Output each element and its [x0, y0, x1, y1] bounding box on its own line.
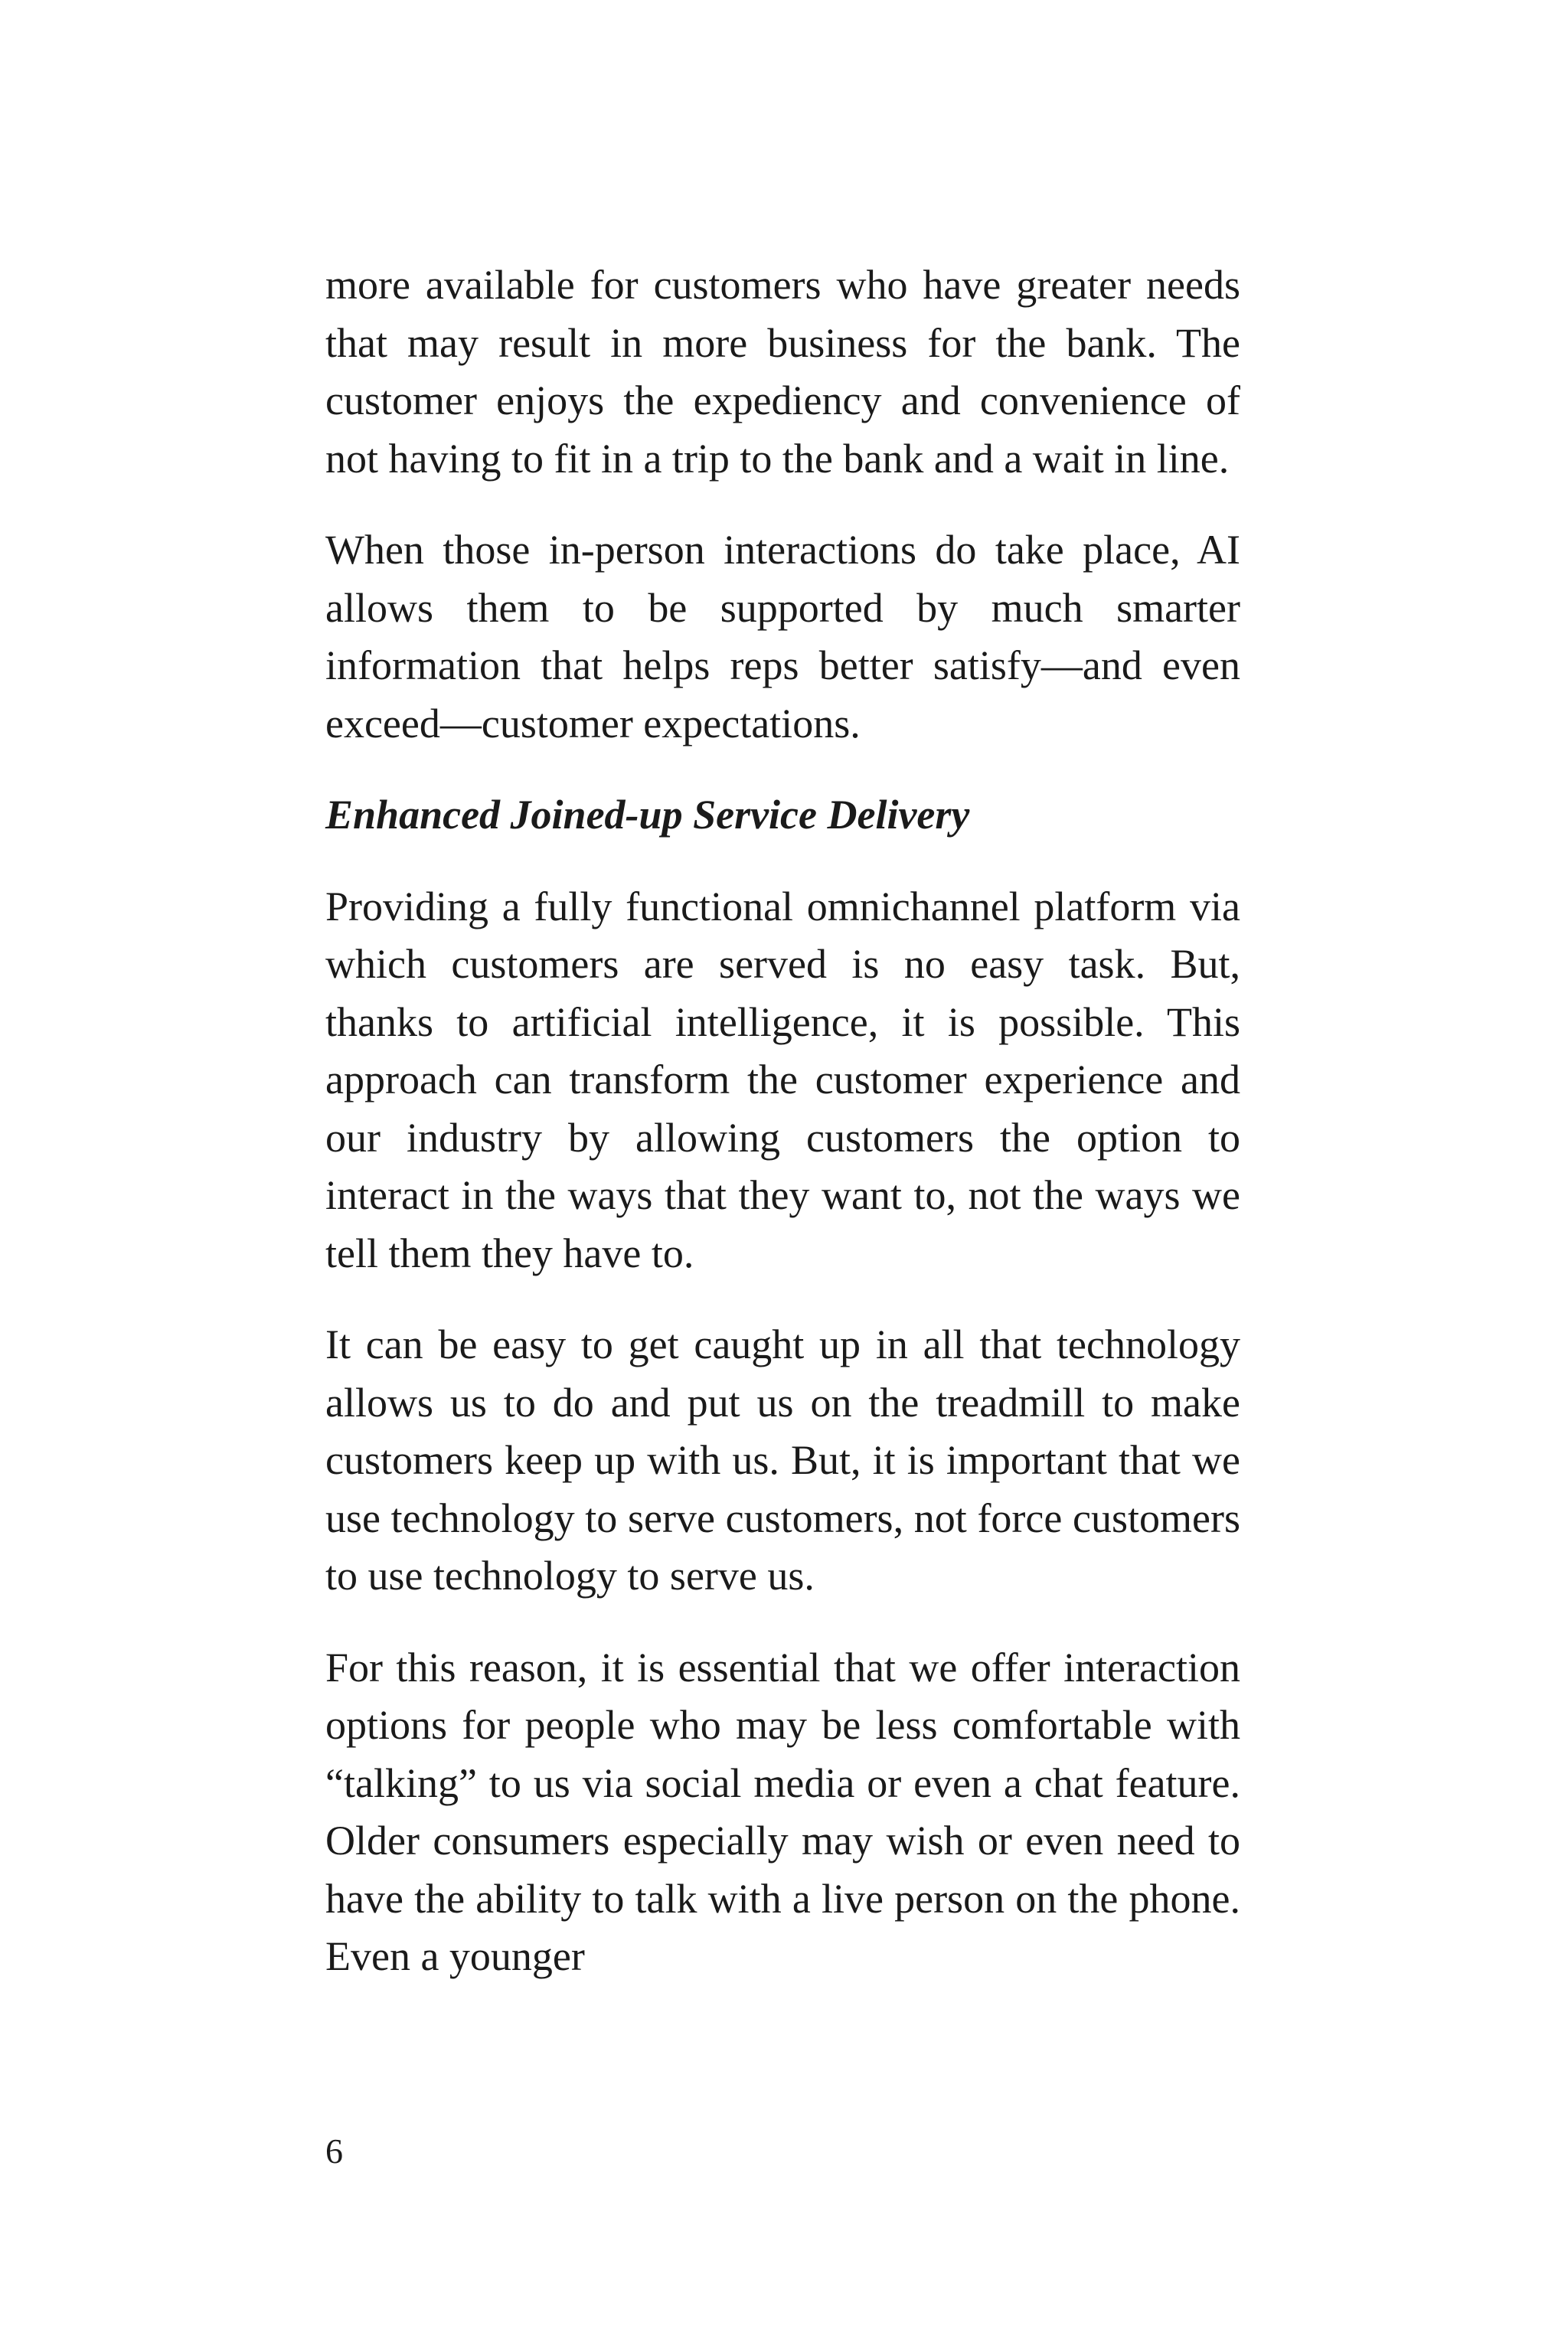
section-heading: Enhanced Joined-up Service Delivery: [325, 792, 970, 838]
paragraph-interaction-options: For this reason, it is essential that we offer interaction options for people who may be less comfortable with “talking” to us via social media or even a chat feature. Older consumers especially may wish or even need to have the ability to talk with a live person on the phone. Even a younger: [325, 1644, 1240, 1979]
paragraph-continued: more available for customers who have greater needs that may result in more business for the bank. The customer enjoys the expediency and convenience of not having to fit in a trip to the bank and a wait in line.: [325, 262, 1240, 482]
page-number: 6: [325, 2132, 343, 2171]
paragraph-omnichannel-platform: Providing a fully functional omnichannel platform via which customers are served is no easy task. But, thanks to artificial intelligence, it is possible. This approach can transform the customer experience and our industry by allowing customers the option to interact in the ways that they want to, not the ways we tell them they have to.: [325, 883, 1240, 1276]
text-column: [325, 256, 1240, 2020]
paragraph-in-person-interactions: When those in-person interactions do take place, AI allows them to be supported by much smarter information that helps reps better satisfy—and even exceed—customer expectations.: [325, 527, 1240, 746]
paragraph-technology-treadmill: It can be easy to get caught up in all that technology allows us to do and put us on the treadmill to make customers keep up with us. But, it is important that we use technology to serve customers, not force customers to use technology to serve us.: [325, 1321, 1240, 1599]
